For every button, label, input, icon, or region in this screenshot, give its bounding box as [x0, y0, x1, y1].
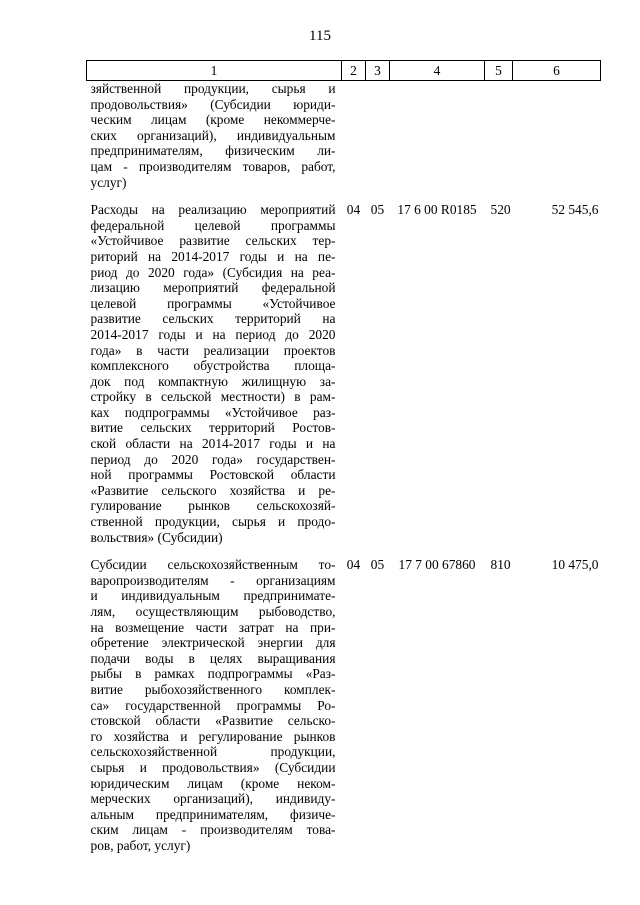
description-line: го хозяйства и регулирование рынков [90, 728, 336, 744]
description-line: стройку в сельской местности) в рам- [90, 389, 336, 405]
table-body [87, 81, 601, 854]
description-line: «Развитие сельского хозяйства и ре- [90, 482, 336, 498]
description-line: ров, работ, услуг) [90, 837, 191, 853]
description-line: мерческих организаций), индивиду- [90, 791, 336, 807]
description-line: года» в части реализации проектов [90, 342, 336, 358]
description-line: риод до 2020 года» (Субсидия на реа- [90, 264, 336, 280]
description-line: зяйственной продукции, сырья и [90, 81, 336, 96]
table-row [87, 557, 601, 853]
description-line: целевой программы «Устойчивое [90, 295, 336, 311]
row-target-article: 17 6 00 R0185 [397, 202, 477, 218]
row-amount: 52 545,6 [551, 202, 599, 218]
row-spacer-cell [87, 190, 601, 202]
description-line: 2014-2017 годы и на период до 2020 [90, 326, 336, 342]
description-line: сырья и продовольствия» (Субсидии [90, 759, 336, 775]
description-line: ственной продукции, сырья и продо- [90, 514, 336, 530]
description-line: ской области на 2014-2017 годы и на [90, 436, 336, 452]
description-line: юридическим лицам (кроме неком- [90, 775, 336, 791]
description-line: лям, осуществляющим рыбоводство, [90, 604, 336, 619]
row-spacer [87, 190, 601, 202]
row-subsection-code [366, 81, 390, 191]
description-line: сельскохозяйственной продукции, [90, 744, 336, 760]
description-line: варопроизводителям - организациям [90, 572, 336, 588]
description-line: ским лицам - производителям това- [90, 822, 336, 838]
description-line: предпринимателям, физическим ли- [90, 143, 336, 159]
row-amount: 10 475,0 [551, 557, 599, 573]
row-expense-type: 810 [490, 557, 511, 573]
description-line: лизацию мероприятий федеральной [90, 280, 336, 296]
row-section-code: 04 [346, 202, 361, 218]
description-line: гулирование рынков сельскохозяй- [90, 498, 336, 514]
table-row [87, 81, 601, 191]
header-col-4: 4 [390, 61, 485, 81]
description-line: витие сельских территорий Ростов- [90, 420, 336, 436]
header-col-1: 1 [87, 61, 342, 81]
description-line: развитие сельских территорий на [90, 311, 336, 327]
description-line: подачи воды в целях выращивания [90, 650, 336, 666]
description-line: «Устойчивое развитие сельских тер- [90, 233, 336, 249]
description-line: продовольствия» (Субсидии юриди- [90, 96, 336, 112]
row-subsection-code: 05 [370, 202, 385, 218]
description-line: вольствия» (Субсидии) [90, 529, 223, 545]
row-expense-type [485, 81, 513, 191]
row-spacer-cell [87, 545, 601, 557]
description-line: Расходы на реализацию мероприятий [90, 202, 336, 218]
description-line: ских организаций), индивидуальным [90, 127, 336, 143]
description-line: Субсидии сельскохозяйственным то- [90, 557, 336, 573]
description-line: услуг) [90, 174, 127, 190]
row-description [87, 81, 342, 191]
description-line: на возмещение части затрат на при- [90, 619, 336, 635]
header-col-5: 5 [485, 61, 513, 81]
table-header-row [87, 61, 601, 81]
description-line: обретение электрической энергии для [90, 635, 336, 651]
description-line: период до 2020 года» государствен- [90, 451, 336, 467]
description-line: ческим лицам (кроме некоммерче- [90, 112, 336, 128]
row-description [87, 202, 342, 545]
header-col-6: 6 [513, 61, 601, 81]
description-line: док под компактную жилищную за- [90, 373, 336, 389]
row-target-article: 17 7 00 67860 [398, 557, 476, 573]
description-line: ной программы Ростовской области [90, 467, 336, 483]
budget-table [86, 60, 601, 854]
description-line: ках подпрограммы «Устойчивое раз- [90, 404, 336, 420]
header-col-2: 2 [342, 61, 366, 81]
row-spacer [87, 545, 601, 557]
description-line: федеральной целевой программы [90, 217, 336, 233]
header-col-3: 3 [366, 61, 390, 81]
row-subsection-code: 05 [370, 557, 385, 573]
description-line: риторий на 2014-2017 годы и на пе- [90, 248, 336, 264]
description-line: рыбы в рамках подпрограммы «Раз- [90, 666, 336, 682]
row-description [87, 557, 342, 853]
description-line: стовской области «Развитие сельско- [90, 713, 336, 729]
row-amount [513, 81, 601, 191]
description-line: альным предпринимателям, физиче- [90, 806, 336, 822]
row-expense-type: 520 [490, 202, 511, 218]
table-row [87, 202, 601, 545]
description-line: и индивидуальным предпринимате- [90, 588, 336, 604]
description-line: витие рыбохозяйственного комплек- [90, 681, 336, 697]
row-section-code [342, 81, 366, 191]
row-target-article [390, 81, 485, 191]
page-number: 115 [309, 28, 331, 44]
description-line: цам - производителям товаров, работ, [90, 158, 336, 174]
description-line: са» государственной программы Ро- [90, 697, 336, 713]
description-line: комплексного обустройства площа- [90, 358, 336, 374]
row-section-code: 04 [346, 557, 361, 573]
